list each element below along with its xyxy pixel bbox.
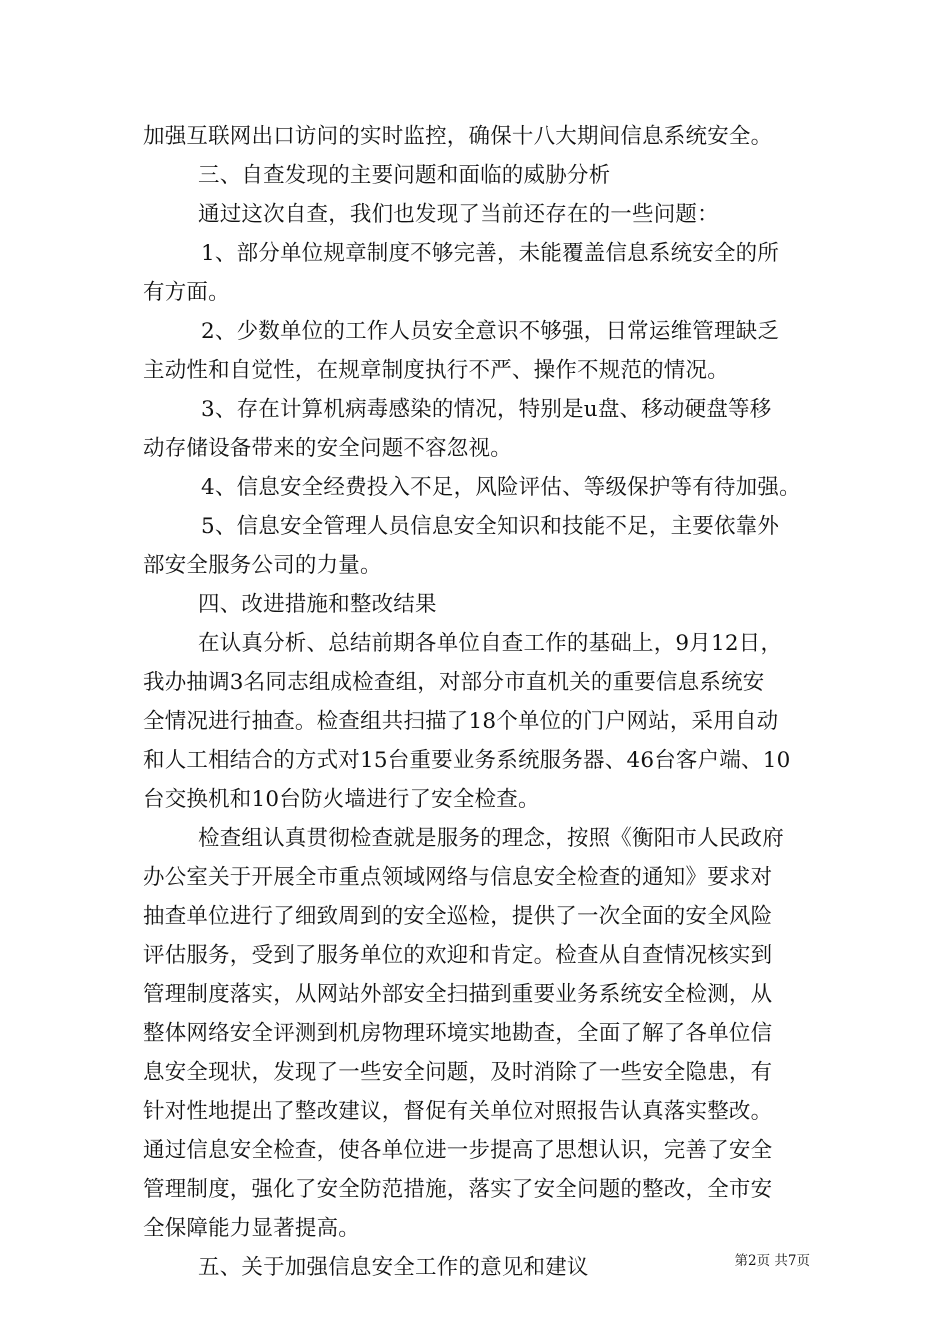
text-line: 我办抽调3名同志组成检查组，对部分市直机关的重要信息系统安 xyxy=(143,670,765,695)
text-line: 通过这次自查，我们也发现了当前还存在的一些问题： xyxy=(198,202,719,227)
text-line: 有方面。 xyxy=(143,280,230,305)
text-line: 息安全现状，发现了一些安全问题，及时消除了一些安全隐患，有 xyxy=(143,1060,773,1085)
section-heading: 三、自查发现的主要问题和面临的威胁分析 xyxy=(198,163,611,188)
section-heading: 四、改进措施和整改结果 xyxy=(198,592,437,617)
list-item: 1、部分单位规章制度不够完善，未能覆盖信息系统安全的所 xyxy=(201,241,780,266)
text-line: 整体网络安全评测到机房物理环境实地勘查，全面了解了各单位信 xyxy=(143,1021,773,1046)
page-number-footer: 第2页 共7页 xyxy=(734,1253,810,1269)
list-item: 3、存在计算机病毒感染的情况，特别是u盘、移动硬盘等移 xyxy=(201,397,772,422)
text-line: 全情况进行抽查。检查组共扫描了18个单位的门户网站，采用自动 xyxy=(143,709,779,734)
list-item: 4、信息安全经费投入不足，风险评估、等级保护等有待加强。 xyxy=(201,475,801,500)
text-line: 抽查单位进行了细致周到的安全巡检，提供了一次全面的安全风险 xyxy=(143,904,773,929)
text-line: 管理制度，强化了安全防范措施，落实了安全问题的整改，全市安 xyxy=(143,1177,773,1202)
text-line: 主动性和自觉性，在规章制度执行不严、操作不规范的情况。 xyxy=(143,358,729,383)
section-heading: 五、关于加强信息安全工作的意见和建议 xyxy=(198,1255,589,1280)
list-item: 2、少数单位的工作人员安全意识不够强，日常运维管理缺乏 xyxy=(201,319,780,344)
text-line: 动存储设备带来的安全问题不容忽视。 xyxy=(143,436,512,461)
text-line: 台交换机和10台防火墙进行了安全检查。 xyxy=(143,787,540,812)
text-line: 办公室关于开展全市重点领域网络与信息安全检查的通知》要求对 xyxy=(143,865,773,890)
text-line: 管理制度落实，从网站外部安全扫描到重要业务系统安全检测，从 xyxy=(143,982,773,1007)
list-item: 5、信息安全管理人员信息安全知识和技能不足，主要依靠外 xyxy=(201,514,780,539)
text-line: 评估服务，受到了服务单位的欢迎和肯定。检查从自查情况核实到 xyxy=(143,943,773,968)
text-line: 检查组认真贯彻检查就是服务的理念，按照《衡阳市人民政府 xyxy=(198,826,784,851)
text-line: 全保障能力显著提高。 xyxy=(143,1216,361,1241)
text-line: 部安全服务公司的力量。 xyxy=(143,553,382,578)
text-line: 加强互联网出口访问的实时监控，确保十八大期间信息系统安全。 xyxy=(143,124,773,149)
text-line: 通过信息安全检查，使各单位进一步提高了思想认识，完善了安全 xyxy=(143,1138,773,1163)
text-line: 和人工相结合的方式对15台重要业务系统服务器、46台客户端、10 xyxy=(143,748,791,773)
text-line: 针对性地提出了整改建议，督促有关单位对照报告认真落实整改。 xyxy=(143,1099,773,1124)
text-line: 在认真分析、总结前期各单位自查工作的基础上，9月12日， xyxy=(198,631,783,656)
